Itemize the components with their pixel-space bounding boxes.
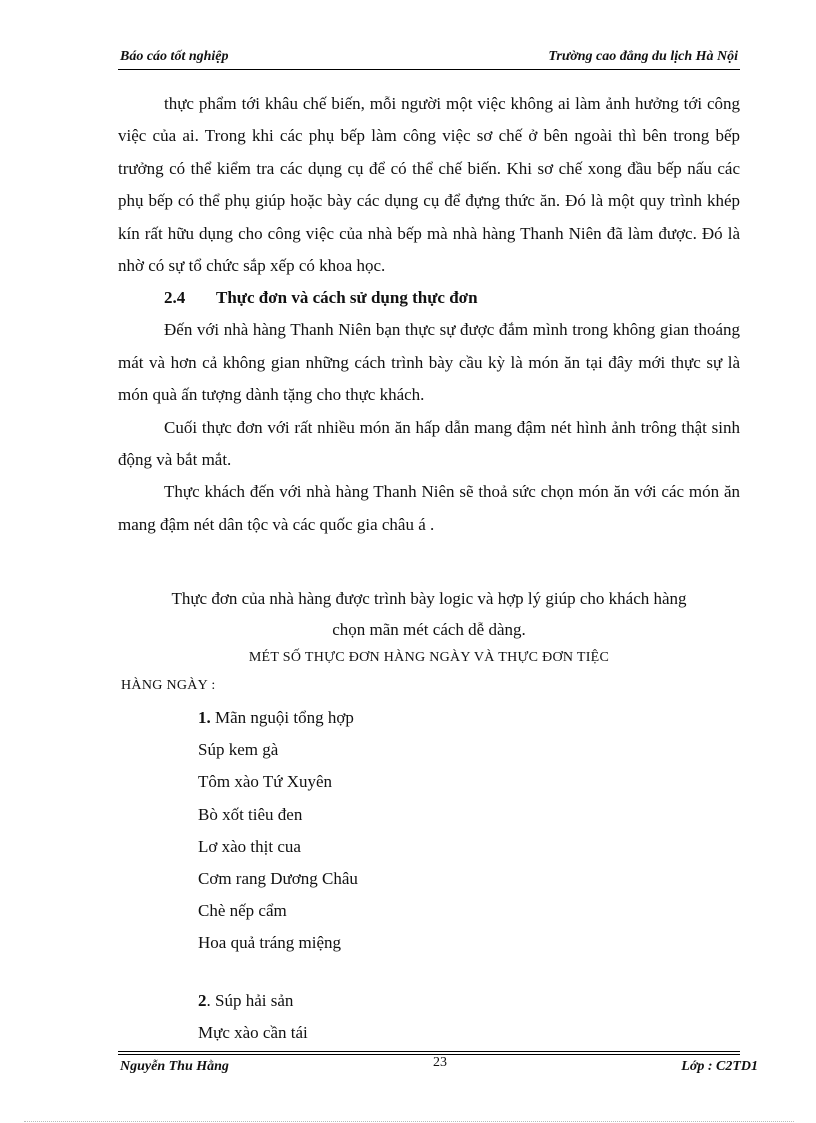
- list-item: Hoa quả tráng miệng: [198, 933, 342, 953]
- body-text: [118, 88, 740, 541]
- paragraph-kitchen-process: thực phẩm tới khâu chế biến, mỗi người một việc không ai làm ảnh hưởng tới công việc của ai. Trong khi các phụ bếp làm công việc sơ chế ở bên ngoài thì bên trong bếp trưởng có thể kiểm tra các dụng cụ để có thể chế biến. Khi sơ chế xong đầu bếp nấu các phụ bếp có thể phụ giúp hoặc bày các dụng cụ để đựng thức ăn. Đó là một quy trình khép kín rất hữu dụng cho công việc của nhà bếp mà nhà hàng Thanh Niên đã làm được. Đó là nhờ có sự tổ chức sắp xếp có khoa học.: [118, 94, 740, 276]
- caption-line-2: chọn mãn mét cách dễ dàng.: [332, 620, 526, 639]
- page-bottom-border: [24, 1121, 794, 1122]
- list-item: 1. Mãn nguội tổng hợp: [198, 708, 354, 727]
- list-item: Súp kem gà: [198, 740, 279, 760]
- header-report-title: Báo cáo tốt nghiệp: [120, 49, 229, 64]
- menu-number: 1.: [198, 708, 211, 727]
- paragraph-menu-dishes: Cuối thực đơn với rất nhiều món ăn hấp dẫn mang đậm nét hình ảnh trông thật sinh động và bắt mắt.: [118, 417, 740, 470]
- caption-line-1: Thực đơn của nhà hàng được trình bày logic và hợp lý giúp cho khách hàng: [171, 589, 687, 608]
- menu-heading: MÉT SỐ THỰC ĐƠN HÀNG NGÀY VÀ THỰC ĐƠN TIỆC: [248, 650, 610, 665]
- list-item: Tôm xào Tứ Xuyên: [198, 772, 333, 792]
- menu-number: 2: [198, 991, 207, 1010]
- list-item: Bò xốt tiêu đen: [198, 804, 303, 824]
- list-item: Mực xào cần tái: [198, 1023, 308, 1043]
- list-item: Cơm rang Dương Châu: [198, 868, 358, 888]
- daily-menu-label: HÀNG NGÀY :: [121, 678, 216, 693]
- paragraph-diners-choice: Thực khách đến với nhà hàng Thanh Niên sẽ thoả sức chọn món ăn với các món ăn mang đậm nét dân tộc và các quốc gia châu á .: [118, 482, 740, 534]
- menu-list-1: [198, 702, 598, 960]
- section-heading: [118, 282, 740, 314]
- menu-list-2: [198, 985, 598, 1049]
- header-school-name: Trường cao đẳng du lịch Hà Nội: [548, 49, 738, 64]
- footer-rule: [118, 1051, 740, 1052]
- page-number: 23: [433, 1055, 447, 1070]
- footer-class: Lớp : C2TD1: [681, 1059, 758, 1074]
- list-item: 2. Súp hải sản: [198, 991, 294, 1010]
- section-title: Thực đơn và cách sử dụng thực đơn: [216, 288, 478, 308]
- menu-caption: [118, 583, 740, 645]
- paragraph-restaurant-space: Đến với nhà hàng Thanh Niên bạn thực sự được đắm mình trong không gian thoáng mát và hơn cả không gian những cách trình bày cầu kỳ là món ăn tại đây mới thực sự là món quà ấn tượng dành tặng cho thực khách.: [118, 320, 740, 405]
- footer-author: Nguyễn Thu Hằng: [120, 1059, 229, 1074]
- section-number: 2.4: [164, 288, 186, 308]
- page-header: [118, 49, 740, 70]
- list-item: Lơ xào thịt cua: [198, 836, 301, 856]
- list-item: Chè nếp cẩm: [198, 901, 287, 921]
